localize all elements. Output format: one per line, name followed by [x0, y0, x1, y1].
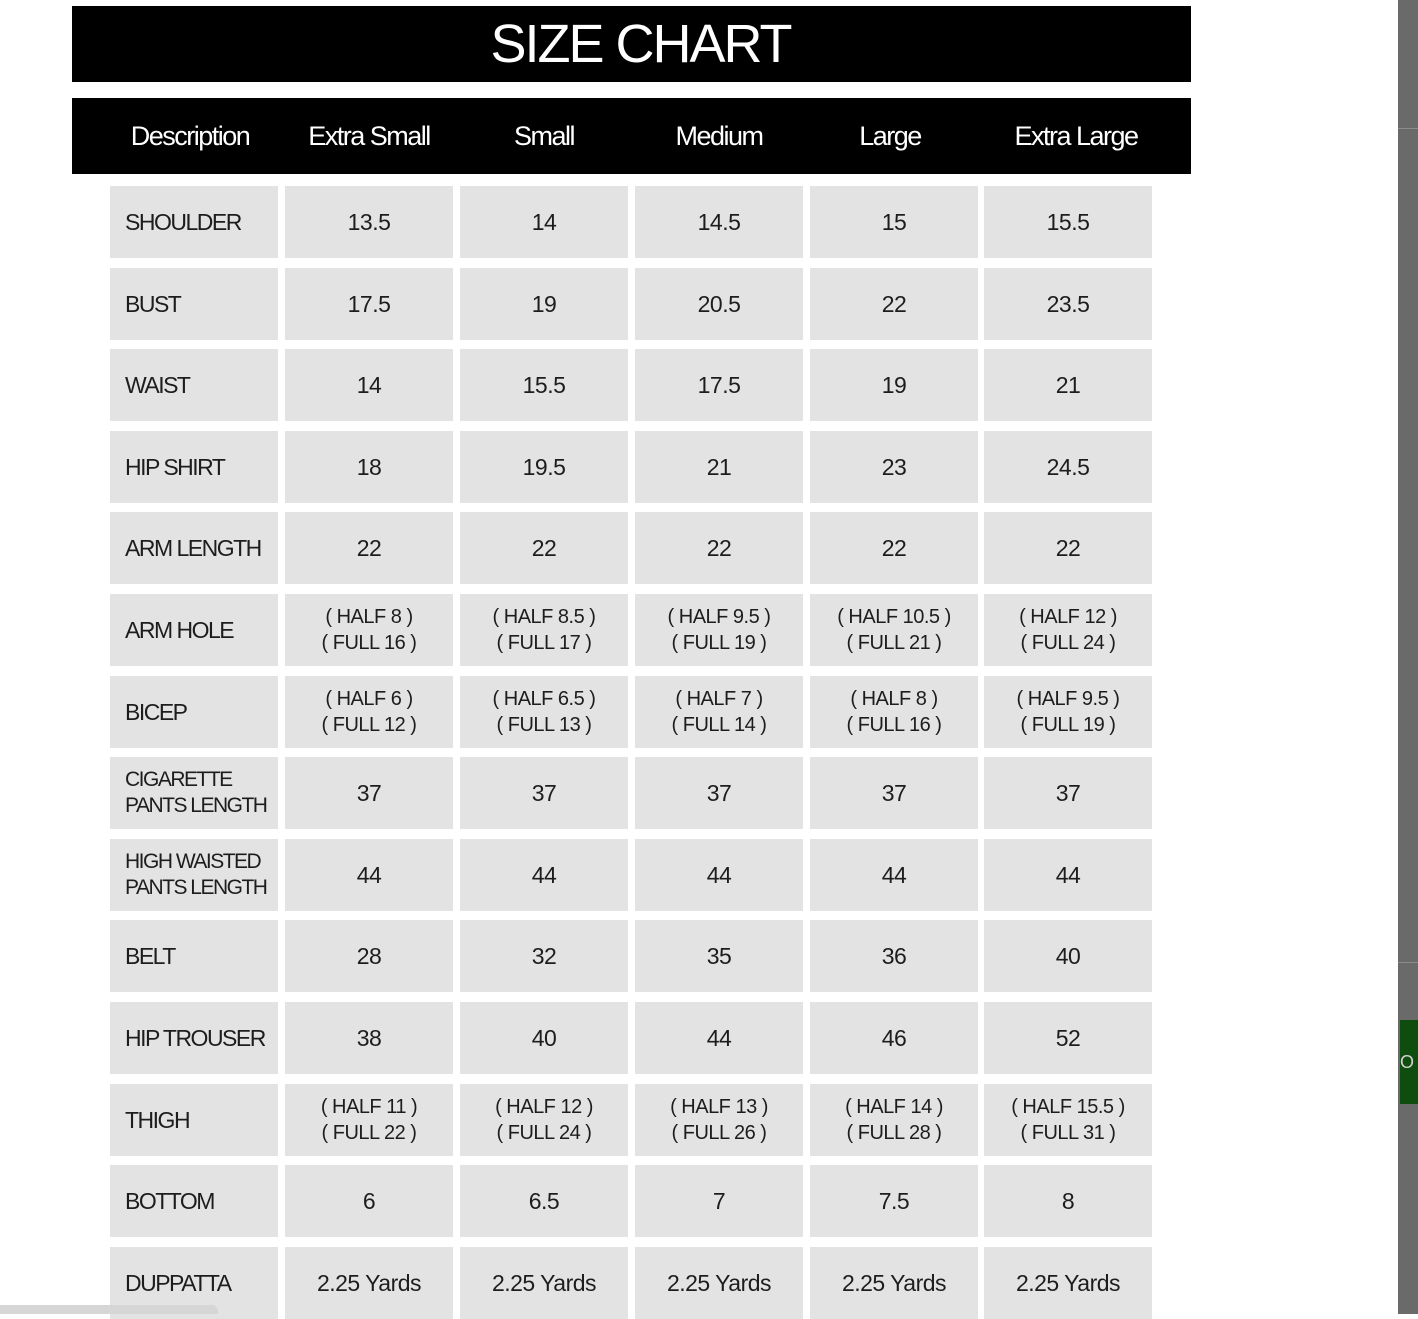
table-cell [810, 839, 978, 911]
cell-value: 24.5 [1046, 454, 1090, 480]
table-cell [810, 920, 978, 992]
cell-value: 37 [1055, 780, 1081, 806]
cell-value: 22 [356, 535, 382, 561]
table-cell [810, 268, 978, 340]
row-label [110, 268, 278, 340]
table-row [0, 1084, 1418, 1156]
cell-value: ( FULL 12 ) [321, 714, 417, 736]
row-label [110, 431, 278, 503]
cell-value: ( FULL 24 ) [496, 1122, 592, 1144]
cell-value: 35 [706, 943, 732, 969]
table-cell [460, 349, 628, 421]
row-label [110, 349, 278, 421]
table-cell [810, 1084, 978, 1156]
cell-value: ( FULL 13 ) [496, 714, 592, 736]
row-label-text: BICEP [125, 699, 187, 725]
table-cell [984, 757, 1152, 829]
cell-value: 19 [881, 372, 907, 398]
table-cell [460, 1165, 628, 1237]
row-label [110, 839, 278, 911]
cell-value: 19.5 [522, 454, 566, 480]
row-label [110, 1084, 278, 1156]
row-label-text: THIGH [125, 1107, 190, 1133]
cell-value: ( HALF 9.5 ) [667, 606, 771, 628]
table-row [0, 349, 1418, 421]
cell-value: 40 [1055, 943, 1081, 969]
table-cell [285, 676, 453, 748]
column-header: Large [859, 120, 921, 151]
table-cell [635, 594, 803, 666]
table-row [0, 839, 1418, 911]
cell-value: 44 [881, 862, 907, 888]
cell-value: 46 [881, 1025, 907, 1051]
table-row [0, 186, 1418, 258]
table-cell [984, 512, 1152, 584]
cell-value: 14.5 [697, 209, 741, 235]
cell-value: 44 [1055, 862, 1081, 888]
table-cell [810, 1165, 978, 1237]
cell-value: 2.25 Yards [666, 1270, 772, 1296]
divider [1398, 962, 1418, 963]
table-cell [984, 1247, 1152, 1319]
table-cell [810, 676, 978, 748]
cell-value: 17.5 [347, 291, 391, 317]
horizontal-scrollbar[interactable] [0, 1305, 218, 1314]
table-cell [460, 594, 628, 666]
table-row [0, 594, 1418, 666]
cell-value: 17.5 [697, 372, 741, 398]
cell-value: 2.25 Yards [316, 1270, 422, 1296]
table-cell [635, 757, 803, 829]
table-cell [810, 186, 978, 258]
cell-value: 18 [356, 454, 382, 480]
table-cell [635, 676, 803, 748]
cell-value: 44 [706, 862, 732, 888]
cell-value: ( HALF 13 ) [670, 1096, 768, 1118]
cell-value: 15 [881, 209, 907, 235]
cell-value: 14 [356, 372, 382, 398]
row-label [110, 676, 278, 748]
table-row [0, 1165, 1418, 1237]
column-header: Extra Large [1014, 120, 1138, 151]
row-label-text: ARM LENGTH [125, 535, 261, 561]
cell-value: ( HALF 8 ) [325, 606, 413, 628]
row-label [110, 1002, 278, 1074]
table-cell [984, 920, 1152, 992]
cell-value: ( HALF 9.5 ) [1016, 688, 1120, 710]
cell-value: 7.5 [878, 1188, 910, 1214]
cell-value: 44 [356, 862, 382, 888]
side-action-label: O [1400, 1051, 1415, 1072]
table-cell [635, 1165, 803, 1237]
cell-value: ( FULL 19 ) [671, 632, 767, 654]
cell-value: ( FULL 16 ) [846, 714, 942, 736]
side-action-button[interactable] [1400, 1020, 1418, 1104]
cell-value: 52 [1055, 1025, 1081, 1051]
cell-value: 38 [356, 1025, 382, 1051]
cell-value: 15.5 [522, 372, 566, 398]
cell-value: 19 [531, 291, 557, 317]
table-cell [285, 186, 453, 258]
cell-value: 40 [531, 1025, 557, 1051]
cell-value: 23 [881, 454, 907, 480]
cell-value: 6 [362, 1188, 376, 1214]
row-label [110, 186, 278, 258]
cell-value: ( FULL 31 ) [1020, 1122, 1116, 1144]
table-cell [285, 512, 453, 584]
cell-value: ( HALF 8 ) [850, 688, 938, 710]
cell-value: 22 [531, 535, 557, 561]
cell-value: 13.5 [347, 209, 391, 235]
cell-value: 28 [356, 943, 382, 969]
table-cell [635, 268, 803, 340]
size-chart-title-bar [72, 6, 1191, 82]
cell-value: ( HALF 6.5 ) [492, 688, 596, 710]
cell-value: ( HALF 14 ) [845, 1096, 943, 1118]
table-cell [285, 1002, 453, 1074]
table-cell [984, 1002, 1152, 1074]
table-cell [285, 1084, 453, 1156]
cell-value: 6.5 [528, 1188, 560, 1214]
table-cell [285, 839, 453, 911]
row-label-text: HIP TROUSER [125, 1025, 265, 1051]
cell-value: ( HALF 6 ) [325, 688, 413, 710]
table-cell [460, 431, 628, 503]
row-label [110, 512, 278, 584]
table-cell [460, 186, 628, 258]
row-label [110, 1165, 278, 1237]
row-label-text: PANTS LENGTH [125, 794, 267, 817]
table-cell [984, 594, 1152, 666]
table-cell [285, 920, 453, 992]
cell-value: 7 [712, 1188, 726, 1214]
table-cell [810, 512, 978, 584]
row-label-text: HIGH WAISTED [125, 850, 261, 873]
cell-value: 21 [706, 454, 732, 480]
cell-value: ( FULL 26 ) [671, 1122, 767, 1144]
cell-value: 20.5 [697, 291, 741, 317]
cell-value: ( HALF 10.5 ) [837, 606, 951, 628]
cell-value: 21 [1055, 372, 1081, 398]
column-header: Medium [675, 120, 763, 151]
cell-value: ( FULL 16 ) [321, 632, 417, 654]
table-cell [635, 186, 803, 258]
row-label-text: WAIST [125, 372, 190, 398]
cell-value: ( FULL 21 ) [846, 632, 942, 654]
table-cell [460, 1002, 628, 1074]
table-cell [460, 920, 628, 992]
cell-value: ( HALF 12 ) [495, 1096, 593, 1118]
cell-value: 32 [531, 943, 557, 969]
table-cell [635, 920, 803, 992]
table-cell [635, 512, 803, 584]
row-label [110, 920, 278, 992]
table-cell [285, 1247, 453, 1319]
table-cell [810, 1002, 978, 1074]
table-cell [460, 1247, 628, 1319]
divider [1398, 128, 1418, 129]
cell-value: ( HALF 7 ) [675, 688, 763, 710]
table-cell [635, 1247, 803, 1319]
cell-value: 22 [1055, 535, 1081, 561]
table-cell [460, 676, 628, 748]
cell-value: 44 [531, 862, 557, 888]
cell-value: 22 [881, 291, 907, 317]
cell-value: ( HALF 11 ) [320, 1096, 418, 1118]
cell-value: 37 [881, 780, 907, 806]
side-panel-edge [1398, 0, 1418, 1314]
table-cell [285, 757, 453, 829]
table-cell [810, 349, 978, 421]
table-cell [460, 1084, 628, 1156]
cell-value: 2.25 Yards [1015, 1270, 1121, 1296]
table-row [0, 512, 1418, 584]
cell-value: 37 [356, 780, 382, 806]
table-cell [635, 1084, 803, 1156]
table-cell [285, 594, 453, 666]
row-label-text: ARM HOLE [125, 617, 234, 643]
cell-value: 2.25 Yards [491, 1270, 597, 1296]
cell-value: 37 [531, 780, 557, 806]
table-cell [984, 186, 1152, 258]
column-header: Extra Small [308, 120, 430, 151]
row-label [110, 757, 278, 829]
cell-value: 22 [881, 535, 907, 561]
cell-value: 22 [706, 535, 732, 561]
cell-value: 15.5 [1046, 209, 1090, 235]
cell-value: 23.5 [1046, 291, 1090, 317]
cell-value: ( HALF 8.5 ) [492, 606, 596, 628]
cell-value: ( FULL 22 ) [321, 1122, 417, 1144]
table-cell [460, 268, 628, 340]
column-header: Small [513, 120, 574, 151]
row-label-text: PANTS LENGTH [125, 876, 267, 899]
row-label-text: SHOULDER [125, 209, 241, 235]
table-cell [285, 268, 453, 340]
table-cell [810, 757, 978, 829]
row-label-text: BELT [125, 943, 175, 969]
cell-value: 44 [706, 1025, 732, 1051]
cell-value: ( FULL 14 ) [671, 714, 767, 736]
cell-value: ( FULL 19 ) [1020, 714, 1116, 736]
table-row [0, 268, 1418, 340]
cell-value: ( HALF 15.5 ) [1011, 1096, 1125, 1118]
cell-value: 37 [706, 780, 732, 806]
table-row [0, 1002, 1418, 1074]
table-cell [984, 268, 1152, 340]
table-cell [810, 594, 978, 666]
table-row [0, 676, 1418, 748]
table-cell [984, 349, 1152, 421]
table-header [72, 98, 1191, 174]
table-cell [460, 839, 628, 911]
table-cell [984, 1084, 1152, 1156]
row-label [110, 594, 278, 666]
table-cell [810, 431, 978, 503]
table-cell [635, 349, 803, 421]
cell-value: ( FULL 24 ) [1020, 632, 1116, 654]
table-row [0, 431, 1418, 503]
table-row [0, 757, 1418, 829]
table-cell [635, 431, 803, 503]
table-cell [984, 839, 1152, 911]
table-cell [285, 1165, 453, 1237]
column-header: Description [130, 120, 250, 151]
table-cell [460, 757, 628, 829]
row-label-text: DUPPATTA [125, 1270, 231, 1296]
table-cell [984, 431, 1152, 503]
row-label-text: BOTTOM [125, 1188, 214, 1214]
cell-value: ( FULL 17 ) [496, 632, 592, 654]
table-cell [635, 839, 803, 911]
table-cell [635, 1002, 803, 1074]
cell-value: 36 [881, 943, 907, 969]
cell-value: ( FULL 28 ) [846, 1122, 942, 1144]
table-cell [460, 512, 628, 584]
table-cell [810, 1247, 978, 1319]
page-title: SIZE CHART [490, 14, 791, 74]
table-cell [285, 349, 453, 421]
cell-value: 8 [1061, 1188, 1075, 1214]
cell-value: 14 [531, 209, 557, 235]
table-cell [984, 1165, 1152, 1237]
row-label-text: CIGARETTE [125, 768, 232, 791]
row-label-text: HIP SHIRT [125, 454, 225, 480]
table-cell [984, 676, 1152, 748]
table-cell [285, 431, 453, 503]
row-label-text: BUST [125, 291, 181, 317]
table-row [0, 920, 1418, 992]
cell-value: 2.25 Yards [841, 1270, 947, 1296]
cell-value: ( HALF 12 ) [1019, 606, 1117, 628]
